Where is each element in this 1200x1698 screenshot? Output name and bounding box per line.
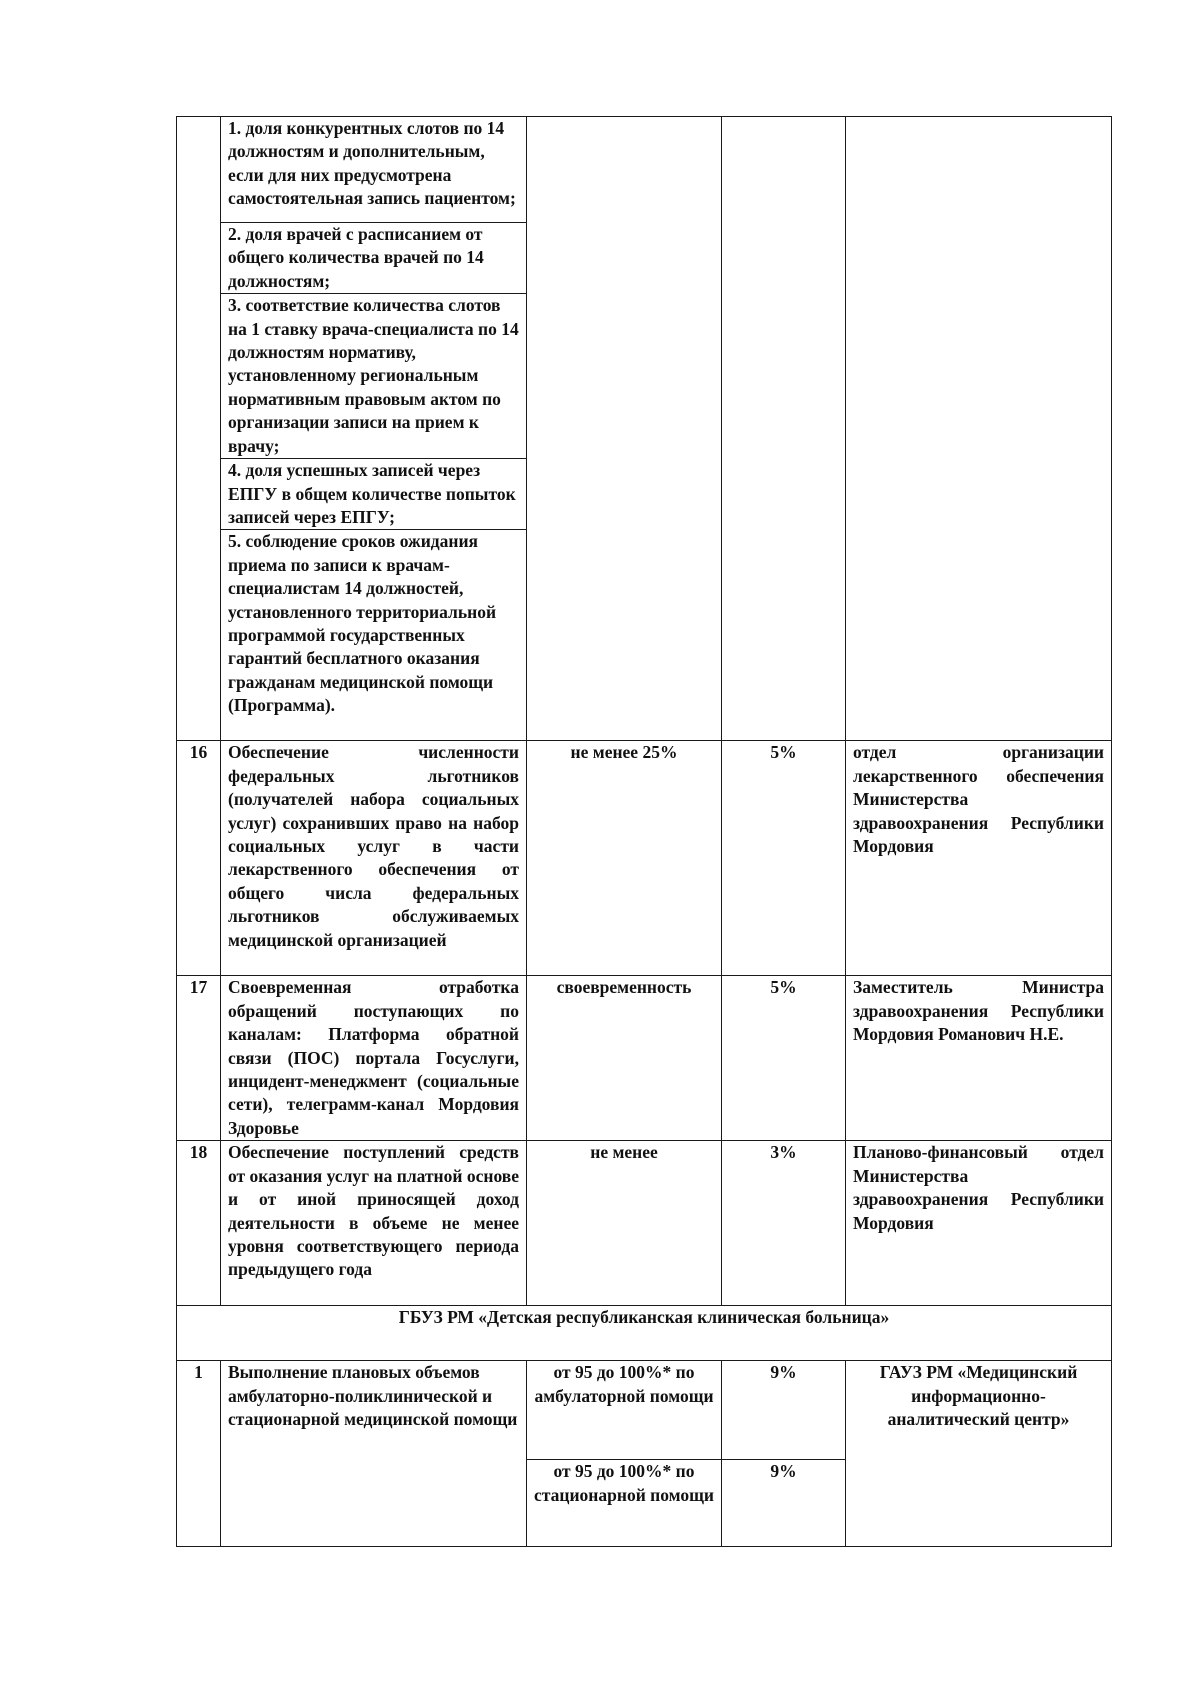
number-cell: 18 xyxy=(177,1141,221,1306)
indicator-cell: Обеспечение поступлений средств от оказания услуг на платной основе и от иной приносящей доход деятельности в объеме не менее уровня соответствующего периода предыдущего года xyxy=(221,1141,527,1306)
table-row xyxy=(177,741,1112,976)
weight-cell: 5% xyxy=(722,741,846,976)
table-row xyxy=(177,117,1112,223)
value-cell: от 95 до 100%* по стационарной помощи xyxy=(527,1460,722,1547)
subitem-cell: 4. доля успешных записей через ЕПГУ в общем количестве попыток записей через ЕПГУ; xyxy=(221,459,527,530)
table-row xyxy=(177,1141,1112,1306)
subitem-cell: 5. соблюдение сроков ожидания приема по записи к врачам-специалистам 14 должностей, установленного территориальной программой государственных гарантий бесплатного оказания гражданам медицинской помощи (Программа). xyxy=(221,530,527,741)
weight-cell: 9% xyxy=(722,1361,846,1460)
weight-cell: 3% xyxy=(722,1141,846,1306)
responsible-cell: Заместитель Министра здравоохранения Республики Мордовия Романович Н.Е. xyxy=(846,976,1112,1141)
number-cell xyxy=(177,117,221,741)
number-cell: 1 xyxy=(177,1361,221,1547)
number-cell: 16 xyxy=(177,741,221,976)
weight-cell: 5% xyxy=(722,976,846,1141)
responsible-cell: Планово-финансовый отдел Министерства здравоохранения Республики Мордовия xyxy=(846,1141,1112,1306)
subitem-cell: 1. доля конкурентных слотов по 14 должностям и дополнительным, если для них предусмотрена самостоятельная запись пациентом; xyxy=(221,117,527,223)
responsible-cell xyxy=(846,117,1112,741)
responsible-cell: отдел организации лекарственного обеспечения Министерства здравоохранения Республики Мордовия xyxy=(846,741,1112,976)
weight-cell: 9% xyxy=(722,1460,846,1547)
indicators-table xyxy=(176,116,1112,1547)
table-row xyxy=(177,1361,1112,1460)
table-row xyxy=(177,976,1112,1141)
indicator-cell: Обеспечение численности федеральных льготников (получателей набора социальных услуг) сохранивших право на набор социальных услуг в части лекарственного обеспечения от общего числа федеральных льготников обслуживаемых медицинской организацией xyxy=(221,741,527,976)
value-cell xyxy=(527,117,722,741)
subitem-cell: 3. соответствие количества слотов на 1 ставку врача-специалиста по 14 должностям нормативу, установленному региональным нормативным правовым актом по организации записи на прием к врачу; xyxy=(221,294,527,459)
value-cell: не менее xyxy=(527,1141,722,1306)
value-cell: не менее 25% xyxy=(527,741,722,976)
subitem-cell: 2. доля врачей с расписанием от общего количества врачей по 14 должностям; xyxy=(221,223,527,294)
value-cell: своевременность xyxy=(527,976,722,1141)
weight-cell xyxy=(722,117,846,741)
section-title: ГБУЗ РМ «Детская республиканская клиническая больница» xyxy=(177,1306,1112,1361)
indicator-cell: Своевременная отработка обращений поступающих по каналам: Платформа обратной связи (ПОС) портала Госуслуги, инцидент-менеджмент (социальные сети), телеграмм-канал Мордовия Здоровье xyxy=(221,976,527,1141)
number-cell: 17 xyxy=(177,976,221,1141)
responsible-cell: ГАУЗ РМ «Медицинский информационно-аналитический центр» xyxy=(846,1361,1112,1547)
value-cell: от 95 до 100%* по амбулаторной помощи xyxy=(527,1361,722,1460)
indicator-cell: Выполнение плановых объемов амбулаторно-поликлинической и стационарной медицинской помощи xyxy=(221,1361,527,1547)
section-row xyxy=(177,1306,1112,1361)
